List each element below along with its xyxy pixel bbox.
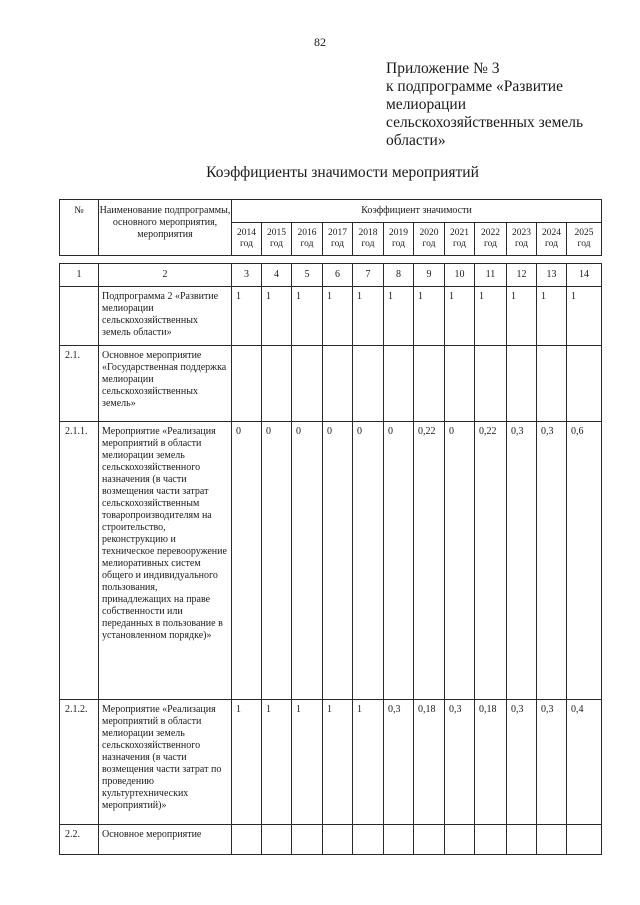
table-row: [60, 700, 602, 825]
coefficient-cell: 1: [475, 287, 507, 346]
header-year-value: 2014: [237, 228, 256, 238]
header-year-unit: год: [270, 239, 283, 249]
header-year-2016: [292, 223, 323, 256]
coefficient-cell: 0,22: [414, 422, 445, 700]
header-row: [60, 200, 602, 223]
coefficient-cell: 0: [384, 422, 414, 700]
header-year-value: 2019: [389, 228, 408, 238]
column-number: 6: [323, 264, 353, 287]
coefficient-cell: 0,22: [475, 422, 507, 700]
column-number: 2: [99, 264, 232, 287]
coefficient-cell: [414, 346, 445, 422]
header-year-value: 2020: [419, 228, 439, 238]
document-title: Коэффициенты значимости мероприятий: [206, 164, 479, 181]
coefficient-cell: 1: [507, 287, 537, 346]
header-year-value: 2016: [297, 228, 317, 238]
coefficient-cell: [414, 825, 445, 855]
table-row: [60, 287, 602, 346]
header-number: №: [60, 200, 99, 256]
coefficient-cell: [507, 346, 537, 422]
coefficient-cell: 1: [537, 287, 567, 346]
header-year-unit: год: [361, 239, 375, 249]
column-number: 7: [353, 264, 384, 287]
row-name: Мероприятие «Реализация мероприятий в области мелиорации земель сельскохозяйственного назначения (в части возмещения части затрат сельскохозяйственным товаропроизводителям на строительство, реконструкцию и техническое перевооружение мелиоративных систем общего и индивидуального пользования, принадлежащих на праве собственности или переданных в пользование в установленном порядке)»: [99, 422, 232, 700]
column-number: 4: [262, 264, 292, 287]
coefficient-cell: 1: [414, 287, 445, 346]
coefficient-cell: [353, 825, 384, 855]
coefficient-cell: 0,3: [537, 422, 567, 700]
header-year-2023: [507, 223, 537, 256]
header-year-2020: [414, 223, 445, 256]
header-year-value: 2025: [574, 228, 594, 238]
header-year-2014: [232, 223, 262, 256]
row-name: Мероприятие «Реализация мероприятий в области мелиорации земель сельскохозяйственного назначения (в части возмещения части затрат по проведению культуртехнических мероприятий)»: [99, 700, 232, 825]
header-year-unit: год: [300, 239, 314, 249]
row-name: Основное мероприятие «Государственная поддержка мелиорации сельскохозяйственных земель»: [99, 346, 232, 422]
header-year-unit: год: [392, 239, 405, 249]
header-year-2017: [323, 223, 353, 256]
column-number: 9: [414, 264, 445, 287]
header-year-2019: [384, 223, 414, 256]
column-number: 5: [292, 264, 323, 287]
header-year-unit: год: [484, 239, 497, 249]
coefficient-cell: 1: [353, 287, 384, 346]
appendix-line: мелиорации: [386, 96, 466, 113]
row-number: [60, 287, 99, 346]
row-number: 2.2.: [60, 825, 99, 855]
coefficient-cell: 0: [445, 422, 475, 700]
header-year-value: 2024: [542, 228, 561, 238]
header-name: Наименование подпрограммы, основного мероприятия, мероприятия: [99, 200, 232, 256]
row-name: Подпрограмма 2 «Развитие мелиорации сельскохозяйственных земель области»: [99, 287, 232, 346]
coefficient-cell: [292, 825, 323, 855]
table-row: [60, 422, 602, 700]
header-year-2021: [445, 223, 475, 256]
coefficient-cell: 0: [232, 422, 262, 700]
header-year-value: 2015: [267, 228, 286, 238]
header-year-unit: год: [515, 239, 528, 249]
coefficient-cell: [323, 825, 353, 855]
coefficient-cell: 1: [384, 287, 414, 346]
appendix-line: сельскохозяйственных земель: [386, 114, 584, 131]
coefficient-cell: 1: [353, 700, 384, 825]
page-number: 82: [314, 35, 326, 49]
coefficient-cell: [232, 825, 262, 855]
coefficient-cell: [537, 825, 567, 855]
coefficient-cell: 0: [262, 422, 292, 700]
row-name: Основное мероприятие: [99, 825, 232, 855]
coefficient-cell: [262, 346, 292, 422]
header-year-2024: [537, 223, 567, 256]
coefficient-cell: 0,3: [445, 700, 475, 825]
header-year-2015: [262, 223, 292, 256]
coefficient-cell: 1: [323, 700, 353, 825]
column-number: 1: [60, 264, 99, 287]
column-number: 12: [507, 264, 537, 287]
coefficient-cell: 0: [292, 422, 323, 700]
coefficient-cell: 0: [353, 422, 384, 700]
column-number: 10: [445, 264, 475, 287]
coefficient-cell: 0,4: [567, 700, 602, 825]
appendix-line: к подпрограмме «Развитие: [386, 78, 563, 95]
coefficient-cell: [567, 825, 602, 855]
coefficient-cell: [475, 825, 507, 855]
header-gap: [60, 256, 602, 264]
appendix-caption: [386, 60, 616, 150]
header-year-unit: год: [331, 239, 344, 249]
header-year-unit: год: [545, 239, 558, 249]
column-number: 14: [567, 264, 602, 287]
column-number: 8: [384, 264, 414, 287]
coefficient-cell: 1: [323, 287, 353, 346]
coefficient-cell: [262, 825, 292, 855]
header-year-unit: год: [453, 239, 466, 249]
header-year-2025: [567, 223, 602, 256]
row-number: 2.1.2.: [60, 700, 99, 825]
coefficient-cell: [232, 346, 262, 422]
coefficient-cell: 0,6: [567, 422, 602, 700]
table-row: [60, 346, 602, 422]
coefficient-cell: [507, 825, 537, 855]
coefficient-cell: [445, 825, 475, 855]
header-year-unit: год: [240, 239, 253, 249]
header-year-value: 2021: [450, 228, 469, 238]
coefficient-cell: 0,18: [475, 700, 507, 825]
coefficient-cell: 1: [292, 287, 323, 346]
table-row: [60, 825, 602, 855]
column-numbers-row: [60, 264, 602, 287]
appendix-line: области»: [386, 132, 446, 149]
header-year-unit: год: [577, 239, 591, 249]
row-number: 2.1.: [60, 346, 99, 422]
coefficient-cell: 1: [232, 700, 262, 825]
coefficient-cell: 0,18: [414, 700, 445, 825]
header-year-2022: [475, 223, 507, 256]
coefficient-cell: 0: [323, 422, 353, 700]
appendix-line: Приложение № 3: [386, 60, 500, 77]
column-number: 3: [232, 264, 262, 287]
coefficient-cell: 0,3: [384, 700, 414, 825]
coefficient-cell: [353, 346, 384, 422]
coefficient-cell: [537, 346, 567, 422]
coefficient-cell: 0,3: [507, 422, 537, 700]
coefficient-cell: [475, 346, 507, 422]
header-coefficient: Коэффициент значимости: [232, 200, 602, 223]
header-year-value: 2022: [481, 228, 500, 238]
coefficient-cell: 1: [567, 287, 602, 346]
row-number: 2.1.1.: [60, 422, 99, 700]
coefficients-table: [59, 199, 602, 855]
coefficient-cell: [567, 346, 602, 422]
coefficient-cell: [384, 346, 414, 422]
coefficient-cell: [323, 346, 353, 422]
coefficient-cell: 1: [445, 287, 475, 346]
coefficient-cell: 1: [292, 700, 323, 825]
coefficient-cell: [445, 346, 475, 422]
header-year-2018: [353, 223, 384, 256]
coefficient-cell: [292, 346, 323, 422]
header-year-value: 2018: [358, 228, 378, 238]
header-year-value: 2017: [328, 228, 347, 238]
coefficient-cell: 0,3: [507, 700, 537, 825]
column-number: 13: [537, 264, 567, 287]
coefficient-cell: 0,3: [537, 700, 567, 825]
coefficient-cell: 1: [262, 287, 292, 346]
coefficient-cell: [384, 825, 414, 855]
header-year-value: 2023: [512, 228, 531, 238]
column-number: 11: [475, 264, 507, 287]
coefficient-cell: 1: [262, 700, 292, 825]
header-year-unit: год: [422, 239, 436, 249]
coefficient-cell: 1: [232, 287, 262, 346]
